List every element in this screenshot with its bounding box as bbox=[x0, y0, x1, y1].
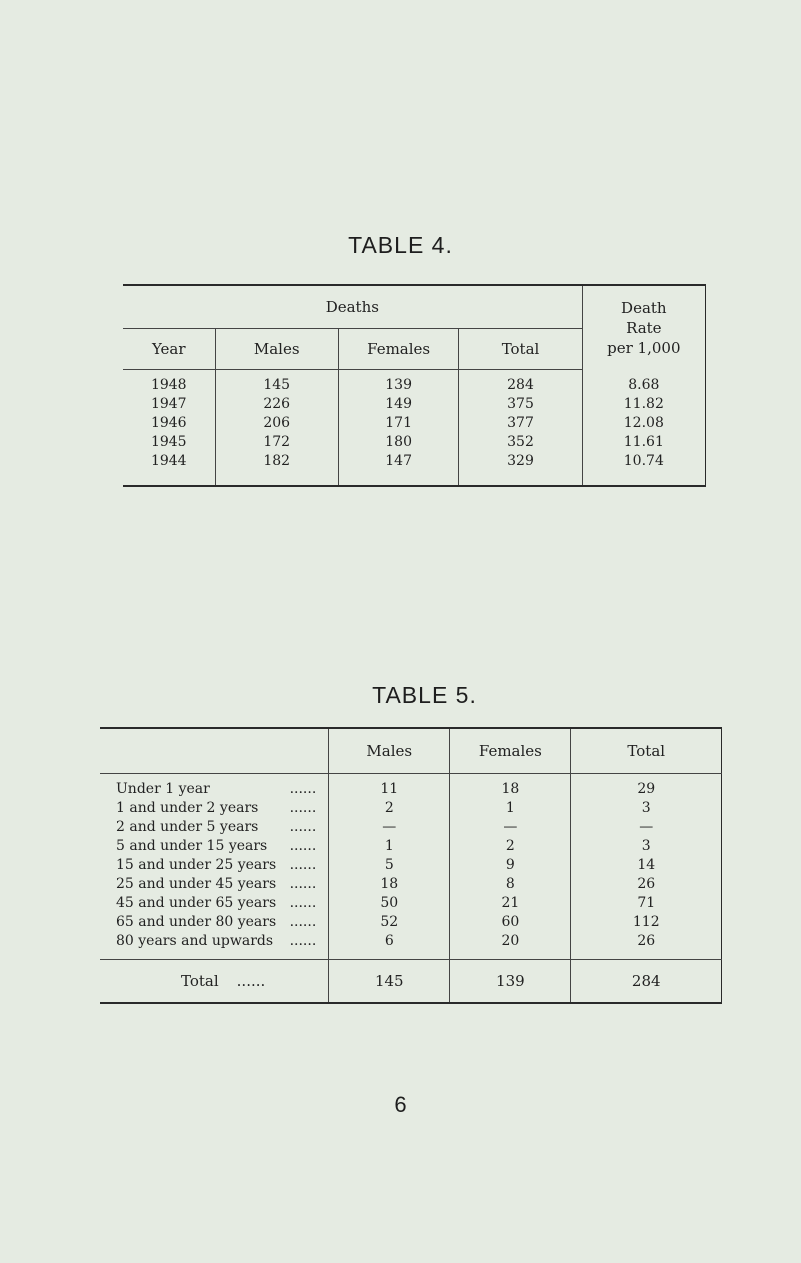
total-row bbox=[100, 960, 722, 1004]
total-label: Total bbox=[181, 971, 219, 990]
grand-total-cell: 284 bbox=[571, 960, 722, 1004]
leader-dots: ...... bbox=[289, 933, 317, 949]
total-cell: — bbox=[571, 818, 722, 837]
age-group-label: 15 and under 25 years bbox=[116, 857, 277, 873]
total-cell: 375 bbox=[459, 395, 582, 414]
males-cell: 226 bbox=[215, 395, 338, 414]
col-year: Year bbox=[123, 329, 215, 370]
table4-title: TABLE 4. bbox=[348, 232, 453, 258]
total-cell: 352 bbox=[459, 433, 582, 452]
females-cell: 180 bbox=[338, 433, 459, 452]
leader-dots: ...... bbox=[289, 819, 317, 835]
females-cell: 60 bbox=[450, 913, 571, 932]
total-cell: 26 bbox=[571, 875, 722, 894]
females-cell: 149 bbox=[338, 395, 459, 414]
females-cell: 1 bbox=[450, 799, 571, 818]
col-males: Males bbox=[329, 728, 450, 774]
rate-cell: 8.68 bbox=[582, 370, 705, 396]
table-row bbox=[100, 913, 722, 932]
year-cell: 1945 bbox=[150, 434, 187, 450]
death-rate-header-text: Death Rate per 1,000 bbox=[607, 298, 681, 357]
table-row bbox=[100, 875, 722, 894]
age-group-cell bbox=[100, 837, 329, 856]
males-cell: 145 bbox=[215, 370, 338, 396]
table-row bbox=[123, 370, 706, 396]
table-row bbox=[123, 433, 706, 452]
table5 bbox=[100, 727, 722, 1004]
males-cell: 2 bbox=[329, 799, 450, 818]
year-cell: 1947 bbox=[150, 396, 187, 412]
table4 bbox=[123, 284, 706, 487]
males-cell: 206 bbox=[215, 414, 338, 433]
age-group-label: 1 and under 2 years bbox=[116, 800, 259, 816]
table-row bbox=[123, 395, 706, 414]
leader-dots: ...... bbox=[289, 857, 317, 873]
age-group-cell bbox=[100, 875, 329, 894]
age-group-label: Under 1 year bbox=[116, 781, 210, 797]
table-row bbox=[100, 837, 722, 856]
males-cell: 6 bbox=[329, 932, 450, 960]
col-total: Total bbox=[571, 728, 722, 774]
table5-title: TABLE 5. bbox=[372, 682, 477, 708]
year-cell: 1948 bbox=[150, 377, 187, 393]
leader-dots: ...... bbox=[289, 781, 317, 797]
age-group-cell bbox=[100, 774, 329, 800]
males-cell: 5 bbox=[329, 856, 450, 875]
females-cell: 20 bbox=[450, 932, 571, 960]
table-row bbox=[100, 932, 722, 960]
males-cell: 182 bbox=[215, 452, 338, 486]
table-row bbox=[100, 856, 722, 875]
rate-cell: 11.82 bbox=[582, 395, 705, 414]
total-cell: 112 bbox=[571, 913, 722, 932]
page-number: 6 bbox=[394, 1092, 407, 1117]
table-row bbox=[100, 894, 722, 913]
age-group-cell bbox=[100, 894, 329, 913]
females-cell: 21 bbox=[450, 894, 571, 913]
death-rate-header bbox=[582, 285, 705, 370]
females-cell: 139 bbox=[338, 370, 459, 396]
age-group-label: 25 and under 45 years bbox=[116, 876, 277, 892]
females-cell: — bbox=[450, 818, 571, 837]
col-males: Males bbox=[215, 329, 338, 370]
total-cell: 71 bbox=[571, 894, 722, 913]
rate-cell: 12.08 bbox=[582, 414, 705, 433]
total-cell: 284 bbox=[459, 370, 582, 396]
leader-dots: ...... bbox=[289, 914, 317, 930]
total-cell: 3 bbox=[571, 799, 722, 818]
total-cell: 329 bbox=[459, 452, 582, 486]
rate-cell: 10.74 bbox=[582, 452, 705, 486]
col-total: Total bbox=[459, 329, 582, 370]
leader-dots: ...... bbox=[289, 895, 317, 911]
deaths-header: Deaths bbox=[123, 285, 582, 329]
col-females: Females bbox=[338, 329, 459, 370]
age-group-label: 65 and under 80 years bbox=[116, 914, 277, 930]
total-label-cell bbox=[100, 960, 329, 1004]
females-cell: 8 bbox=[450, 875, 571, 894]
age-group-cell bbox=[100, 913, 329, 932]
age-group-cell bbox=[100, 932, 329, 960]
males-cell: 52 bbox=[329, 913, 450, 932]
males-cell: — bbox=[329, 818, 450, 837]
rate-cell: 11.61 bbox=[582, 433, 705, 452]
males-total-cell: 145 bbox=[329, 960, 450, 1004]
year-cell: 1944 bbox=[150, 453, 187, 469]
table-row bbox=[100, 774, 722, 800]
males-cell: 11 bbox=[329, 774, 450, 800]
males-cell: 50 bbox=[329, 894, 450, 913]
leader-dots: ...... bbox=[289, 800, 317, 816]
total-cell: 377 bbox=[459, 414, 582, 433]
age-group-cell bbox=[100, 856, 329, 875]
leader-dots: ...... bbox=[289, 876, 317, 892]
females-cell: 147 bbox=[338, 452, 459, 486]
females-cell: 2 bbox=[450, 837, 571, 856]
table-row bbox=[100, 799, 722, 818]
table-row bbox=[123, 414, 706, 433]
females-cell: 9 bbox=[450, 856, 571, 875]
females-cell: 18 bbox=[450, 774, 571, 800]
col-females: Females bbox=[450, 728, 571, 774]
age-group-label: 5 and under 15 years bbox=[116, 838, 268, 854]
total-cell: 29 bbox=[571, 774, 722, 800]
males-cell: 172 bbox=[215, 433, 338, 452]
total-cell: 3 bbox=[571, 837, 722, 856]
leader-dots: ...... bbox=[236, 971, 266, 990]
females-cell: 171 bbox=[338, 414, 459, 433]
males-cell: 1 bbox=[329, 837, 450, 856]
age-group-cell bbox=[100, 818, 329, 837]
age-group-label: 2 and under 5 years bbox=[116, 819, 259, 835]
age-group-cell bbox=[100, 799, 329, 818]
year-cell: 1946 bbox=[150, 415, 187, 431]
total-cell: 26 bbox=[571, 932, 722, 960]
age-group-label: 45 and under 65 years bbox=[116, 895, 277, 911]
table-row bbox=[100, 818, 722, 837]
females-total-cell: 139 bbox=[450, 960, 571, 1004]
table-row bbox=[123, 452, 706, 486]
age-group-header bbox=[100, 728, 329, 774]
males-cell: 18 bbox=[329, 875, 450, 894]
leader-dots: ...... bbox=[289, 838, 317, 854]
total-cell: 14 bbox=[571, 856, 722, 875]
age-group-label: 80 years and upwards bbox=[116, 933, 274, 949]
